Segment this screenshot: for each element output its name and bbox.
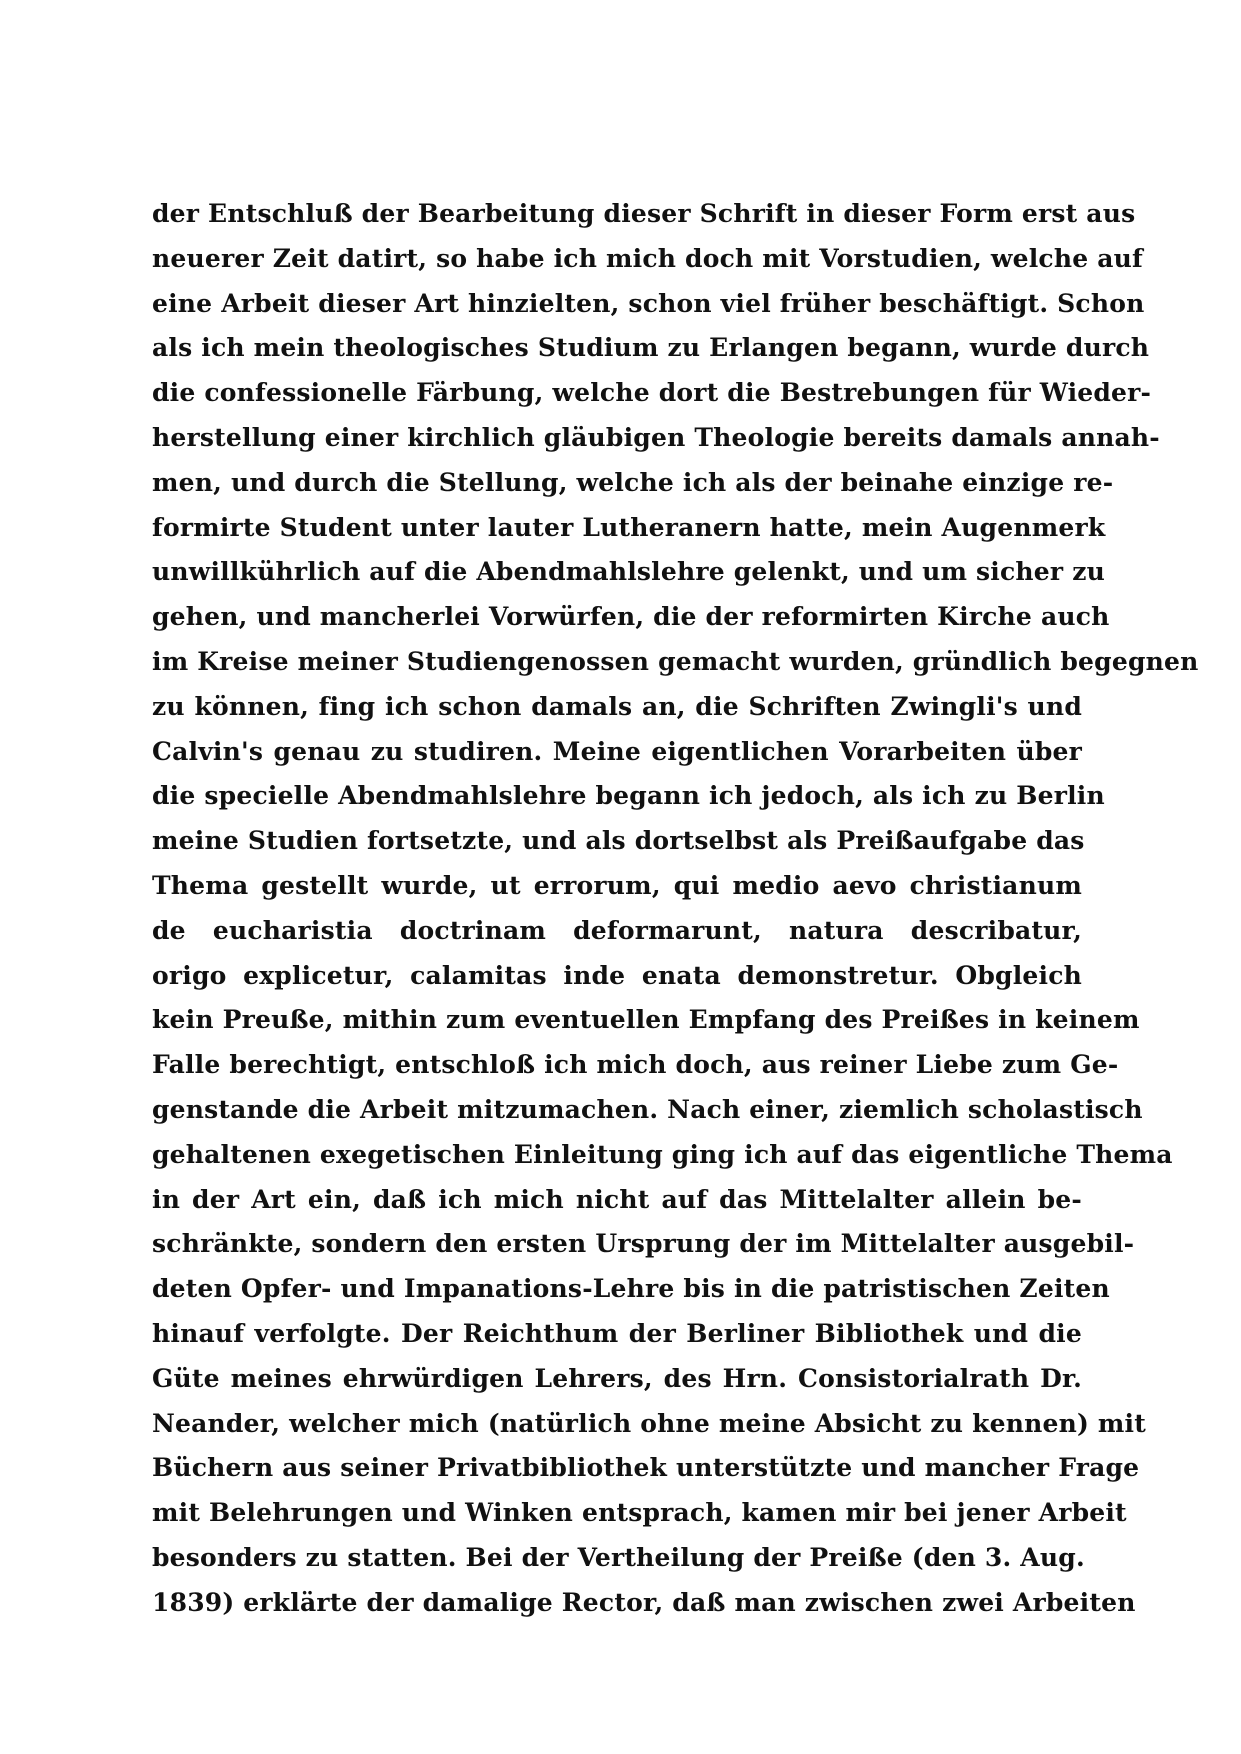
text-line: schränkte, sondern den ersten Ursprung der im Mittelalter ausgebil- [152,1229,1135,1259]
text-line: Güte meines ehrwürdigen Lehrers, des Hrn. Consistorialrath Dr. [152,1363,1082,1393]
text-line: mit Belehrungen und Winken entsprach, kamen mir bei jener Arbeit [152,1498,1127,1528]
text-line: herstellung einer kirchlich gläubigen Theologie bereits damals annah- [152,422,1160,452]
text-line: besonders zu statten. Bei der Vertheilung der Preiße (den 3. Aug. [152,1542,1085,1572]
text-line: men, und durch die Stellung, welche ich als der beinahe einzige re- [152,467,1114,497]
text-line: meine Studien fortsetzte, und als dortselbst als Preißaufgabe das [152,826,1085,856]
text-line: gehen, und mancherlei Vorwürfen, die der reformirten Kirche auch [152,602,1110,632]
text-line: der Entschluß der Bearbeitung dieser Schrift in dieser Form erst aus [152,199,1136,228]
text-line: genstande die Arbeit mitzumachen. Nach einer, ziemlich scholastisch [152,1094,1143,1124]
text-line: deten Opfer- und Impanations-Lehre bis in die patristischen Zeiten [152,1274,1110,1304]
text-line: Calvin's genau zu studiren. Meine eigentlichen Vorarbeiten über [152,736,1082,766]
text-line: als ich mein theologisches Studium zu Erlangen begann, wurde durch [152,333,1150,363]
text-line: in der Art ein, daß ich mich nicht auf das Mittelalter allein be- [152,1184,1082,1214]
text-line: unwillkührlich auf die Abendmahlslehre gelenkt, und um sicher zu [152,557,1105,587]
text-line: origo explicetur, calamitas inde enata demonstretur. Obgleich [152,960,1082,990]
text-line: zu können, fing ich schon damals an, die Schriften Zwingli's und [152,691,1082,721]
text-line: eine Arbeit dieser Art hinzielten, schon viel früher beschäftigt. Schon [152,288,1145,318]
text-line: neuerer Zeit datirt, so habe ich mich doch mit Vorstudien, welche auf [152,243,1143,273]
text-line: kein Preuße, mithin zum eventuellen Empfang des Preißes in keinem [152,1005,1140,1035]
text-line: Falle berechtigt, entschloß ich mich doch, aus reiner Liebe zum Ge- [152,1050,1119,1080]
text-line: Neander, welcher mich (natürlich ohne meine Absicht zu kennen) mit [152,1408,1146,1438]
text-line: Büchern aus seiner Privatbibliothek unterstützte und mancher Frage [152,1453,1140,1483]
text-line: de eucharistia doctrinam deformarunt, natura describatur, [152,915,1082,945]
body-text [152,192,1199,1626]
text-line: 1839) erklärte der damalige Rector, daß man zwischen zwei Arbeiten [152,1587,1136,1617]
text-line: hinauf verfolgte. Der Reichthum der Berliner Bibliothek und die [152,1318,1082,1348]
text-line: Thema gestellt wurde, ut errorum, qui medio aevo christianum [152,870,1082,900]
text-line: die specielle Abendmahlslehre begann ich jedoch, als ich zu Berlin [152,781,1105,811]
text-line: formirte Student unter lauter Lutheranern hatte, mein Augenmerk [152,512,1106,542]
text-line: im Kreise meiner Studiengenossen gemacht wurden, gründlich begegnen [152,646,1199,676]
text-line: gehaltenen exegetischen Einleitung ging ich auf das eigentliche Thema [152,1139,1173,1169]
text-line: die confessionelle Färbung, welche dort die Bestrebungen für Wieder- [152,378,1152,408]
